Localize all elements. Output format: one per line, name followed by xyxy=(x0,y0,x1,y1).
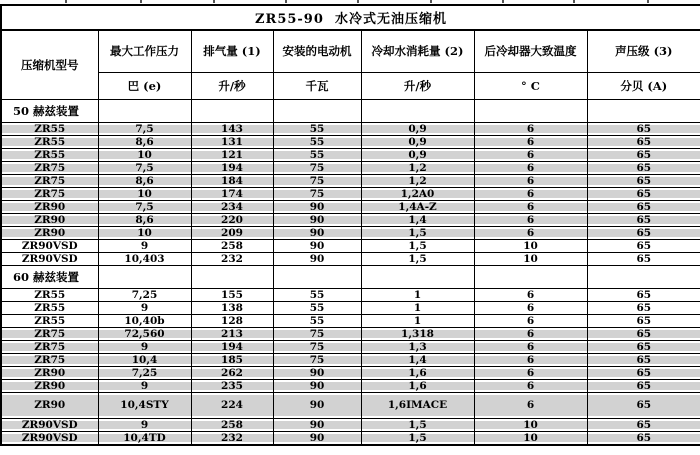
value-cell: 1,6 xyxy=(361,379,474,392)
value-cell: 65 xyxy=(587,366,700,379)
value-cell: 65 xyxy=(587,288,700,301)
unit-max-pressure: 巴 (e) xyxy=(98,72,191,99)
value-cell: 90 xyxy=(273,213,361,226)
table-row xyxy=(1,161,700,174)
value-cell: 194 xyxy=(191,161,273,174)
unit-sound-level: 分贝 (A) xyxy=(587,72,700,99)
value-cell: 121 xyxy=(191,148,273,161)
model-cell: ZR55 xyxy=(1,135,98,148)
value-cell: 55 xyxy=(273,301,361,314)
value-cell: 0,9 xyxy=(361,135,474,148)
unit-motor: 千瓦 xyxy=(273,72,361,99)
value-cell: 65 xyxy=(587,314,700,327)
value-cell: 7,25 xyxy=(98,288,191,301)
value-cell: 90 xyxy=(273,226,361,239)
section-empty-cell xyxy=(587,265,700,288)
table-row xyxy=(1,252,700,265)
value-cell: 75 xyxy=(273,187,361,200)
value-cell: 65 xyxy=(587,200,700,213)
model-cell: ZR90 xyxy=(1,392,98,418)
value-cell: 138 xyxy=(191,301,273,314)
table-row xyxy=(1,200,700,213)
value-cell: 10 xyxy=(474,239,587,252)
value-cell: 6 xyxy=(474,200,587,213)
table-row xyxy=(1,418,700,431)
value-cell: 6 xyxy=(474,340,587,353)
section-empty-cell xyxy=(361,99,474,122)
value-cell: 8,6 xyxy=(98,213,191,226)
value-cell: 6 xyxy=(474,379,587,392)
value-cell: 90 xyxy=(273,366,361,379)
value-cell: 6 xyxy=(474,135,587,148)
edge-tick-mark xyxy=(285,0,287,3)
value-cell: 184 xyxy=(191,174,273,187)
value-cell: 1,5 xyxy=(361,431,474,445)
value-cell: 232 xyxy=(191,252,273,265)
header-row-labels xyxy=(1,30,700,72)
value-cell: 90 xyxy=(273,200,361,213)
value-cell: 6 xyxy=(474,366,587,379)
value-cell: 6 xyxy=(474,288,587,301)
value-cell: 6 xyxy=(474,353,587,366)
model-cell: ZR75 xyxy=(1,327,98,340)
table-row xyxy=(1,187,700,200)
edge-tick-mark xyxy=(140,0,142,3)
title-row xyxy=(1,5,700,30)
value-cell: 65 xyxy=(587,431,700,445)
value-cell: 6 xyxy=(474,314,587,327)
value-cell: 9 xyxy=(98,301,191,314)
model-cell: ZR55 xyxy=(1,148,98,161)
edge-tick-mark xyxy=(213,0,215,3)
unit-cooling-water: 升/秒 xyxy=(361,72,474,99)
value-cell: 1,2A0 xyxy=(361,187,474,200)
value-cell: 9 xyxy=(98,239,191,252)
value-cell: 65 xyxy=(587,226,700,239)
value-cell: 65 xyxy=(587,161,700,174)
table-title: ZR55-90 水冷式无油压缩机 xyxy=(1,5,700,30)
section-empty-cell xyxy=(98,99,191,122)
value-cell: 1,6 xyxy=(361,366,474,379)
value-cell: 10 xyxy=(474,252,587,265)
value-cell: 90 xyxy=(273,392,361,418)
value-cell: 55 xyxy=(273,135,361,148)
value-cell: 65 xyxy=(587,418,700,431)
table-row xyxy=(1,148,700,161)
value-cell: 90 xyxy=(273,418,361,431)
value-cell: 90 xyxy=(273,431,361,445)
table-row xyxy=(1,379,700,392)
value-cell: 65 xyxy=(587,135,700,148)
table-row xyxy=(1,239,700,252)
value-cell: 8,6 xyxy=(98,135,191,148)
section-empty-cell xyxy=(474,265,587,288)
table-row xyxy=(1,135,700,148)
value-cell: 258 xyxy=(191,418,273,431)
value-cell: 55 xyxy=(273,148,361,161)
value-cell: 75 xyxy=(273,174,361,187)
value-cell: 234 xyxy=(191,200,273,213)
value-cell: 10 xyxy=(98,226,191,239)
value-cell: 65 xyxy=(587,174,700,187)
value-cell: 0,9 xyxy=(361,148,474,161)
value-cell: 65 xyxy=(587,327,700,340)
value-cell: 262 xyxy=(191,366,273,379)
value-cell: 65 xyxy=(587,122,700,135)
section-empty-cell xyxy=(587,99,700,122)
value-cell: 65 xyxy=(587,340,700,353)
value-cell: 6 xyxy=(474,122,587,135)
value-cell: 1 xyxy=(361,288,474,301)
model-cell: ZR55 xyxy=(1,288,98,301)
section-empty-cell xyxy=(273,265,361,288)
value-cell: 1,3 xyxy=(361,340,474,353)
value-cell: 1,5 xyxy=(361,252,474,265)
value-cell: 90 xyxy=(273,379,361,392)
header-row-units xyxy=(1,72,700,99)
value-cell: 194 xyxy=(191,340,273,353)
value-cell: 55 xyxy=(273,288,361,301)
section-label: 50 赫兹装置 xyxy=(1,99,98,122)
value-cell: 1,4A-Z xyxy=(361,200,474,213)
value-cell: 75 xyxy=(273,327,361,340)
table-row xyxy=(1,366,700,379)
edge-tick-mark xyxy=(65,0,67,3)
col-header-aftercooler-temp: 后冷却器大致温度 xyxy=(474,30,587,72)
value-cell: 143 xyxy=(191,122,273,135)
section-row xyxy=(1,99,700,122)
model-cell: ZR90 xyxy=(1,200,98,213)
value-cell: 10 xyxy=(98,148,191,161)
value-cell: 6 xyxy=(474,226,587,239)
value-cell: 6 xyxy=(474,392,587,418)
col-header-displacement: 排气量 (1) xyxy=(191,30,273,72)
model-cell: ZR75 xyxy=(1,187,98,200)
value-cell: 220 xyxy=(191,213,273,226)
value-cell: 131 xyxy=(191,135,273,148)
value-cell: 1 xyxy=(361,301,474,314)
model-cell: ZR55 xyxy=(1,122,98,135)
value-cell: 128 xyxy=(191,314,273,327)
model-cell: ZR90VSD xyxy=(1,431,98,445)
value-cell: 6 xyxy=(474,148,587,161)
value-cell: 55 xyxy=(273,314,361,327)
table-body xyxy=(1,99,700,445)
value-cell: 10 xyxy=(474,418,587,431)
value-cell: 10,403 xyxy=(98,252,191,265)
value-cell: 7,5 xyxy=(98,161,191,174)
value-cell: 10,40b xyxy=(98,314,191,327)
value-cell: 7,5 xyxy=(98,200,191,213)
table-header xyxy=(1,5,700,99)
col-header-model: 压缩机型号 xyxy=(1,30,98,99)
table-row xyxy=(1,353,700,366)
value-cell: 10 xyxy=(474,431,587,445)
value-cell: 10,4STY xyxy=(98,392,191,418)
value-cell: 1,5 xyxy=(361,226,474,239)
table-row xyxy=(1,340,700,353)
value-cell: 9 xyxy=(98,379,191,392)
model-cell: ZR90VSD xyxy=(1,418,98,431)
value-cell: 232 xyxy=(191,431,273,445)
section-label: 60 赫兹装置 xyxy=(1,265,98,288)
value-cell: 72,560 xyxy=(98,327,191,340)
value-cell: 235 xyxy=(191,379,273,392)
table-row xyxy=(1,301,700,314)
value-cell: 6 xyxy=(474,187,587,200)
section-empty-cell xyxy=(361,265,474,288)
compressor-spec-table xyxy=(0,4,700,446)
section-empty-cell xyxy=(191,265,273,288)
value-cell: 65 xyxy=(587,392,700,418)
value-cell: 1,5 xyxy=(361,418,474,431)
model-cell: ZR90VSD xyxy=(1,239,98,252)
value-cell: 55 xyxy=(273,122,361,135)
table-row xyxy=(1,213,700,226)
value-cell: 10,4TD xyxy=(98,431,191,445)
edge-tick-mark xyxy=(430,0,432,3)
table-row xyxy=(1,314,700,327)
col-header-sound-level: 声压级 (3) xyxy=(587,30,700,72)
unit-displacement: 升/秒 xyxy=(191,72,273,99)
value-cell: 9 xyxy=(98,418,191,431)
value-cell: 6 xyxy=(474,327,587,340)
model-cell: ZR75 xyxy=(1,161,98,174)
value-cell: 1,2 xyxy=(361,161,474,174)
value-cell: 65 xyxy=(587,252,700,265)
value-cell: 75 xyxy=(273,353,361,366)
value-cell: 6 xyxy=(474,301,587,314)
value-cell: 155 xyxy=(191,288,273,301)
value-cell: 174 xyxy=(191,187,273,200)
value-cell: 65 xyxy=(587,213,700,226)
value-cell: 90 xyxy=(273,239,361,252)
model-cell: ZR75 xyxy=(1,353,98,366)
value-cell: 0,9 xyxy=(361,122,474,135)
col-header-cooling-water: 冷却水消耗量 (2) xyxy=(361,30,474,72)
value-cell: 1,2 xyxy=(361,174,474,187)
section-empty-cell xyxy=(191,99,273,122)
value-cell: 258 xyxy=(191,239,273,252)
model-cell: ZR90 xyxy=(1,226,98,239)
edge-tick-mark xyxy=(647,0,649,3)
table-row xyxy=(1,226,700,239)
value-cell: 6 xyxy=(474,213,587,226)
value-cell: 1,4 xyxy=(361,213,474,226)
table-row xyxy=(1,288,700,301)
value-cell: 65 xyxy=(587,187,700,200)
table-row xyxy=(1,392,700,418)
section-empty-cell xyxy=(98,265,191,288)
edge-tick-mark xyxy=(357,0,359,3)
table-row xyxy=(1,327,700,340)
value-cell: 10,4 xyxy=(98,353,191,366)
col-header-max-pressure: 最大工作压力 xyxy=(98,30,191,72)
value-cell: 1,5 xyxy=(361,239,474,252)
value-cell: 75 xyxy=(273,340,361,353)
value-cell: 185 xyxy=(191,353,273,366)
value-cell: 6 xyxy=(474,174,587,187)
value-cell: 209 xyxy=(191,226,273,239)
value-cell: 1,4 xyxy=(361,353,474,366)
value-cell: 75 xyxy=(273,161,361,174)
model-cell: ZR90 xyxy=(1,379,98,392)
edge-tick-mark xyxy=(573,0,575,3)
table-row xyxy=(1,122,700,135)
model-cell: ZR75 xyxy=(1,174,98,187)
model-cell: ZR75 xyxy=(1,340,98,353)
value-cell: 6 xyxy=(474,161,587,174)
edge-tick-mark xyxy=(502,0,504,3)
value-cell: 213 xyxy=(191,327,273,340)
table-row xyxy=(1,431,700,445)
col-header-motor: 安装的电动机 xyxy=(273,30,361,72)
value-cell: 65 xyxy=(587,353,700,366)
value-cell: 65 xyxy=(587,239,700,252)
value-cell: 7,25 xyxy=(98,366,191,379)
model-cell: ZR90 xyxy=(1,366,98,379)
model-cell: ZR90VSD xyxy=(1,252,98,265)
value-cell: 90 xyxy=(273,252,361,265)
table-row xyxy=(1,174,700,187)
value-cell: 1,6IMACE xyxy=(361,392,474,418)
top-edge-ticks xyxy=(0,0,700,4)
value-cell: 10 xyxy=(98,187,191,200)
value-cell: 1 xyxy=(361,314,474,327)
section-empty-cell xyxy=(273,99,361,122)
section-row xyxy=(1,265,700,288)
section-empty-cell xyxy=(474,99,587,122)
value-cell: 65 xyxy=(587,379,700,392)
value-cell: 65 xyxy=(587,301,700,314)
value-cell: 65 xyxy=(587,148,700,161)
value-cell: 9 xyxy=(98,340,191,353)
value-cell: 7,5 xyxy=(98,122,191,135)
model-cell: ZR55 xyxy=(1,301,98,314)
value-cell: 1,318 xyxy=(361,327,474,340)
value-cell: 224 xyxy=(191,392,273,418)
model-cell: ZR55 xyxy=(1,314,98,327)
unit-aftercooler-temp: ° C xyxy=(474,72,587,99)
model-cell: ZR90 xyxy=(1,213,98,226)
value-cell: 8,6 xyxy=(98,174,191,187)
